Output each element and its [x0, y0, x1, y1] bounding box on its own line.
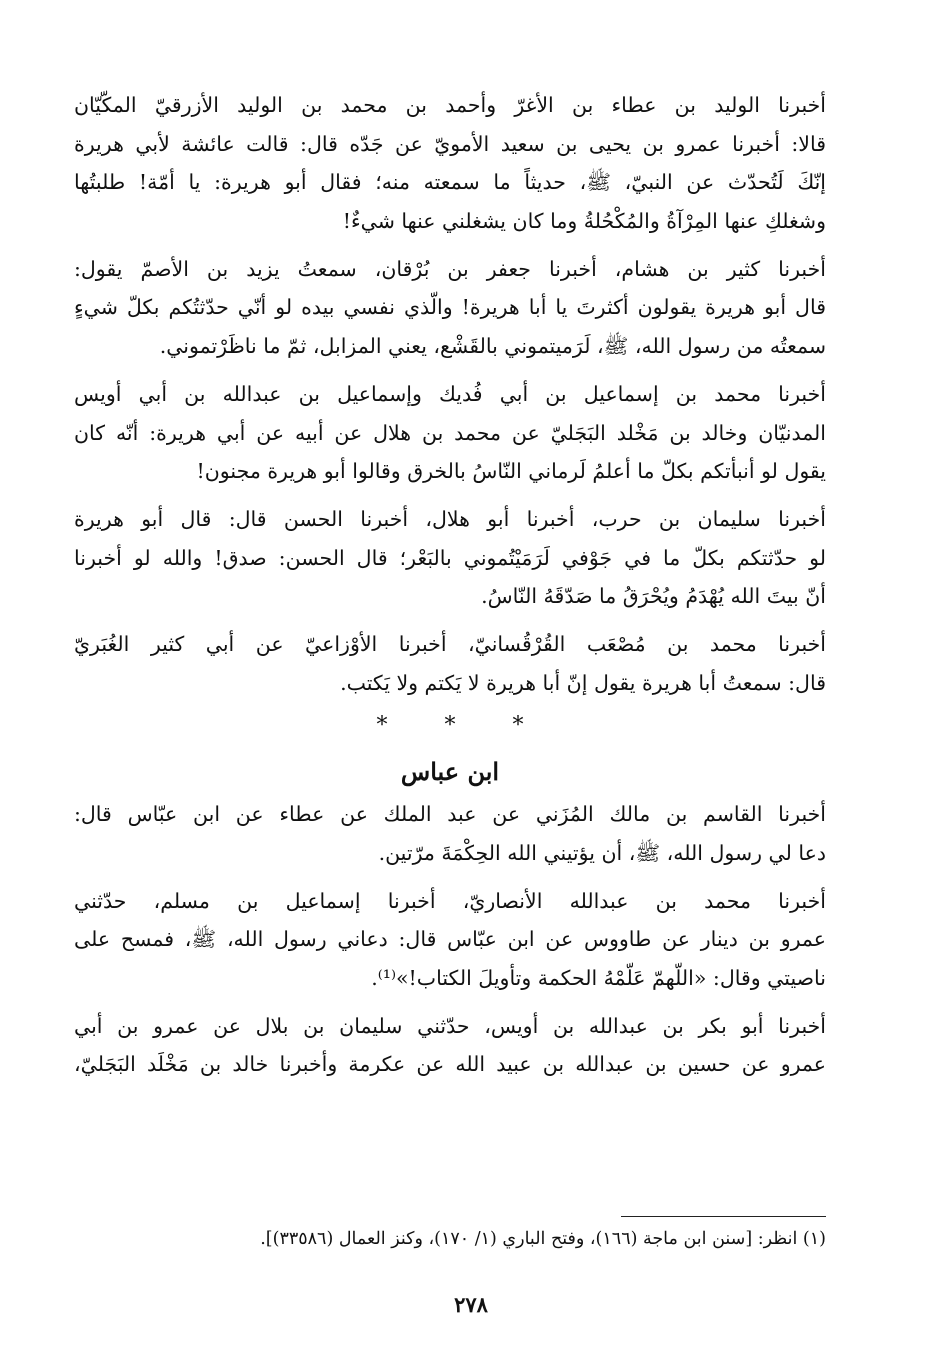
- text-line: أخبرنا الوليد بن عطاء بن الأغرّ وأحمد بن محمد بن الوليد الأزرقيّ المكّيّان: [74, 93, 826, 117]
- text-line: أخبرنا محمد بن إسماعيل بن أبي فُديك وإسماعيل بن عبدالله بن أبي أويس: [74, 381, 826, 406]
- text-line: أخبرنا القاسم بن مالك المُزَني عن عبد الملك عن عطاء عن ابن عبّاس قال:: [74, 802, 826, 827]
- text-line: وشغلكِ عنها المِرْآةُ والمُكْحُلةُ وما كان يشغلني عنها شيءٌ!: [342, 209, 826, 234]
- text-line: دعا لي رسول الله، ﷺ، أن يؤتيني الله الحِكْمَةَ مرّتين.: [378, 841, 826, 865]
- paragraph: [74, 795, 826, 872]
- text-line: أخبرنا محمد بن مُصْعَب القُرْقُسانيّ، أخبرنا الأوْزاعيّ عن أبي كثير الغُبَريّ: [74, 631, 826, 656]
- paragraph: [74, 1007, 826, 1084]
- paragraph: [74, 250, 826, 366]
- footnote: (١) انظر: [سنن ابن ماجة (١٦٦)، وفتح الباري (١/ ١٧٠)، وكنز العمال (٣٣٥٨٦)].: [260, 1229, 826, 1249]
- text-line: لو حدّثتكم بكلّ ما في جَوْفي لَرَمَيْتُموني بالبَعْر؛ قال الحسن: صدق! والله لو أخبرنا: [74, 545, 826, 570]
- text-line: أنّ بيتَ الله يُهْدَمُ ويُحْرَقُ ما صَدّقَهُ النّاسُ.: [481, 584, 826, 609]
- paragraph: [74, 500, 826, 616]
- text-line: أخبرنا كثير بن هشام، أخبرنا جعفر بن بُرْقان، سمعتُ يزيد بن الأصمّ يقول:: [74, 256, 826, 281]
- text-line: أخبرنا سليمان بن حرب، أخبرنا أبو هلال، أخبرنا الحسن قال: قال أبو هريرة: [74, 506, 826, 531]
- text-line: سمعتُه من رسول الله، ﷺ، لَرَميتموني بالقَشْع، يعني المزابل، ثمّ ما ناظَرْتموني.: [159, 334, 826, 359]
- text-line: إنّكَ لَتُحدّث عن النبيّ، ﷺ، حديثاً ما سمعته منه؛ فقال أبو هريرة: يا أمّة! طلبتُها: [74, 170, 826, 195]
- text-line: قال أبو هريرة يقولون أكثرتَ يا أبا هريرة! والّذي نفسي بيده لو أنّي حدّثتُكم بكلّ شيءٍ: [74, 295, 826, 320]
- text-line: أخبرنا محمد بن عبدالله الأنصاريّ، أخبرنا إسماعيل بن مسلم، حدّثني: [74, 888, 826, 913]
- footnote-divider: [621, 1216, 826, 1217]
- text-line: قالا: أخبرنا عمرو بن يحيى بن سعيد الأمويّ عن جَدّه قال: قالت عائشة لأبي هريرة: [74, 131, 826, 156]
- paragraph: [74, 375, 826, 491]
- text-line: يقول لو أنبأتكم بكلّ ما أعلمُ لَرماني النّاسُ بالخرق وقالوا أبو هريرة مجنون!: [196, 459, 826, 484]
- section-heading: ابن عباس: [400, 757, 500, 787]
- section-separator: * * *: [376, 713, 524, 739]
- text-line: قال: سمعتُ أبا هريرة يقول إنّ أبا هريرة لا يَكتم ولا يَكتب.: [340, 670, 826, 695]
- text-line: عمرو عن حسين بن عبدالله بن عبيد الله عن عكرمة وأخبرنا خالد بن مَخْلَد البَجَليّ،: [74, 1052, 826, 1077]
- text-line: عمرو بن دينار عن طاووس عن ابن عبّاس قال: دعاني رسول الله، ﷺ، فمسح على: [74, 927, 826, 952]
- paragraph: [74, 625, 826, 702]
- text-line: ناصيتي وقال: «اللّهمّ عَلّمْهُ الحكمة وتأويلَ الكتاب!»⁽¹⁾.: [371, 966, 826, 991]
- paragraph: [74, 86, 826, 241]
- text-line: المدنيّان وخالد بن مَخْلد البَجَليّ عن محمد بن هلال عن أبيه عن أبي هريرة: أنّه كان: [74, 420, 826, 445]
- paragraph: [74, 882, 826, 998]
- page-number: ٢٧٨: [454, 1292, 488, 1317]
- page-body: [74, 86, 826, 1093]
- text-line: أخبرنا أبو بكر بن عبدالله بن أويس، حدّثني سليمان بن بلال عن عمرو بن أبي: [74, 1013, 826, 1038]
